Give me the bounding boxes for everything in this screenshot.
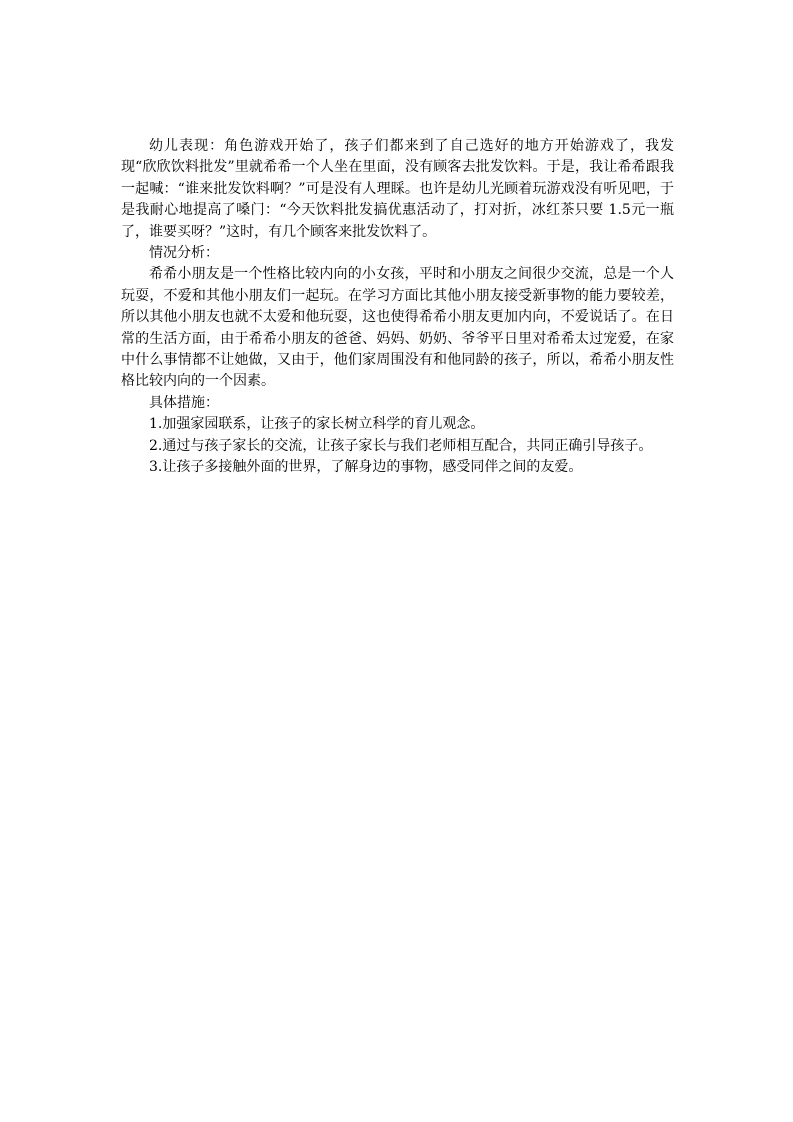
measure-item-2: 2.通过与孩子家长的交流，让孩子家长与我们老师相互配合，共同正确引导孩子。 xyxy=(149,437,653,454)
heading-analysis: 情况分析： xyxy=(149,245,219,262)
paragraph-analysis: 希希小朋友是一个性格比较内向的小女孩，平时和小朋友之间很少交流，总是一个人玩耍，不爱和其他小朋友们一起玩。在学习方面比其他小朋友接受新事物的能力要较差，所以其他小朋友也就不太爱和他玩耍，这也使得希希小朋友更加内向，不爱说话了。在日常的生活方面，由于希希小朋友的爸爸、妈妈、奶奶、爷爷平日里对希希太过宠爱，在家中什么事情都不让她做，又由于，他们家周围没有和他同龄的孩子，所以，希希小朋友性格比较内向的一个因素。 xyxy=(121,266,674,390)
measure-item-1: 1.加强家园联系，让孩子的家长树立科学的育儿观念。 xyxy=(149,416,485,433)
measure-item-3: 3.让孩子多接触外面的世界，了解身边的事物，感受同伴之间的友爱。 xyxy=(149,459,583,476)
document-body xyxy=(121,136,674,479)
heading-measures: 具体措施： xyxy=(149,394,219,411)
paragraph-performance: 幼儿表现：角色游戏开始了，孩子们都来到了自己选好的地方开始游戏了，我发现“欣欣饮料批发”里就希希一个人坐在里面，没有顾客去批发饮料。于是，我让希希跟我一起喊：“谁来批发饮料啊？”可是没有人理睬。也许是幼儿光顾着玩游戏没有听见吧，于是我耐心地提高了嗓门：“今天饮料批发搞优惠活动了，打对折，冰红茶只要 1.5元一瓶了，谁要买呀？”这时，有几个顾客来批发饮料了。 xyxy=(121,138,674,240)
